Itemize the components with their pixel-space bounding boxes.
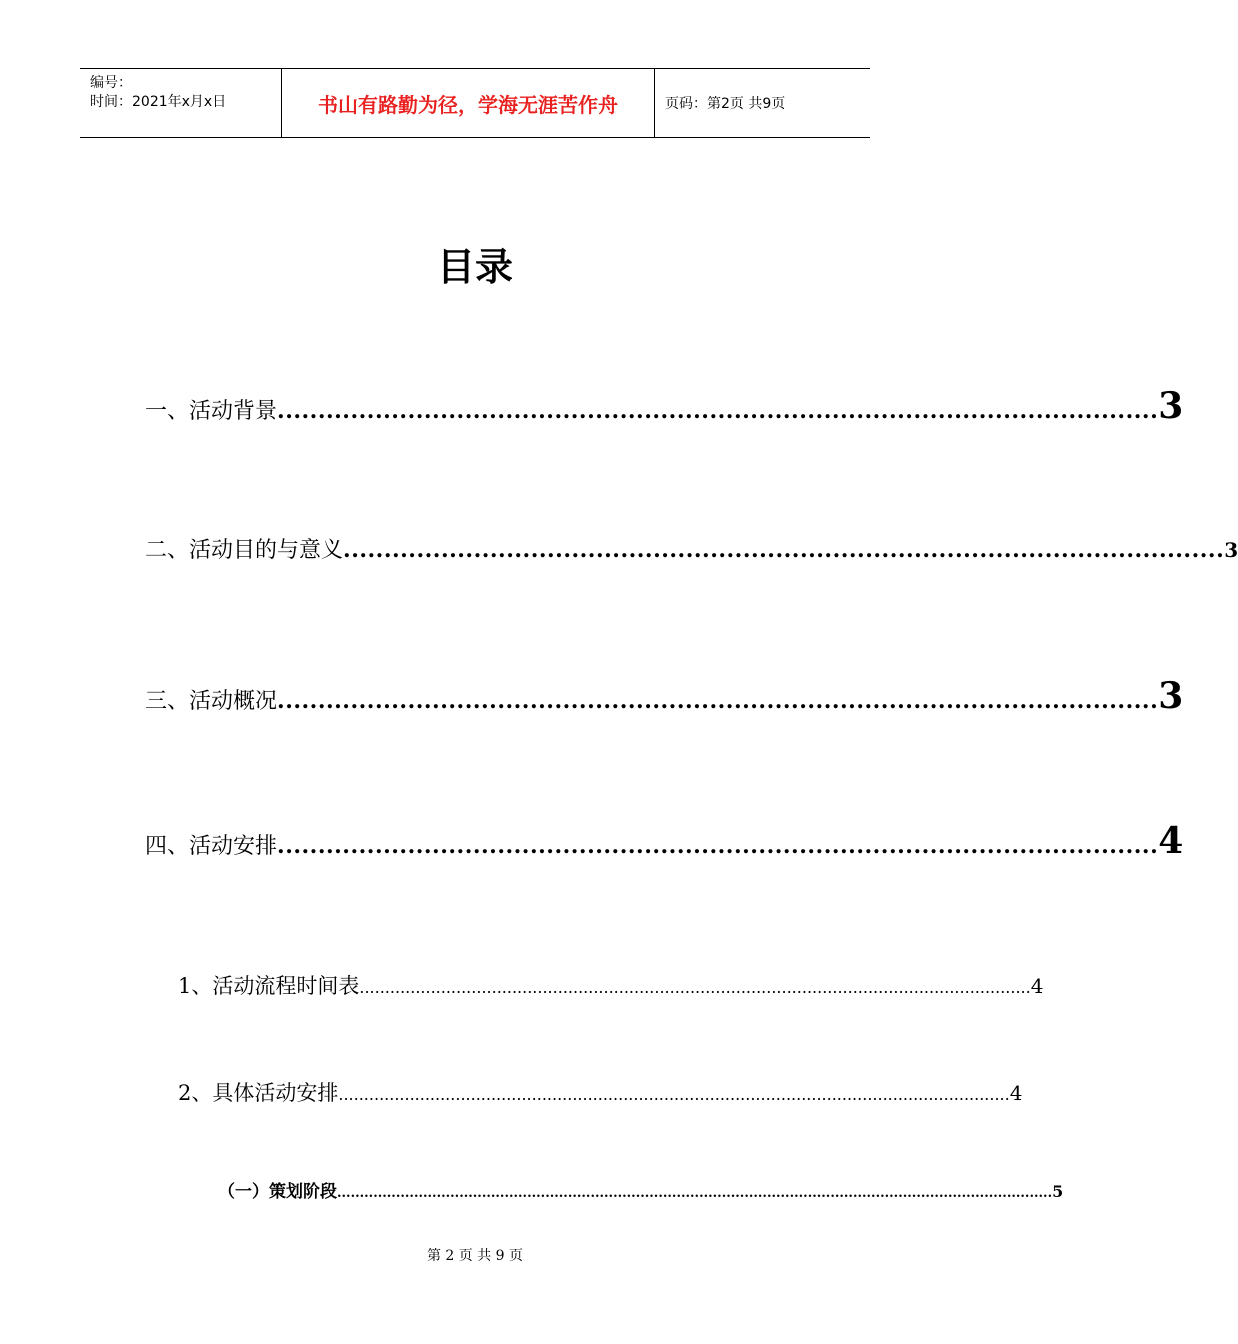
toc-entry-page: 5 (1052, 1182, 1064, 1201)
toc-entry-text: 活动背景 (189, 399, 278, 424)
header-meta-cell (80, 69, 282, 137)
toc-entry-number: 2、 (178, 1081, 213, 1105)
toc-entry-text: 具体活动安排 (212, 1081, 339, 1105)
toc-dot-leader: .................................................................................................................................... (359, 978, 1031, 997)
toc-dot-leader: ............................................................................................................ (277, 688, 1159, 714)
toc-dot-leader: ............................................................................................................ (277, 398, 1159, 424)
header-number-label: 编号： (90, 75, 132, 91)
toc-entry-page: 3 (1224, 538, 1238, 562)
toc-entry-4[interactable] (145, 820, 1184, 862)
toc-entry-page: 4 (1009, 1081, 1023, 1105)
toc-dot-leader: .................................................................................................................................... (338, 1085, 1010, 1104)
toc-entry-6[interactable] (178, 1077, 1023, 1107)
toc-entry-number: 四、 (145, 834, 190, 859)
header-motto: 书山有路勤为径，学海无涯苦作舟 (282, 69, 655, 137)
toc-entry-page: 4 (1030, 974, 1044, 998)
toc-dot-leader: .............................................................................................................................................................. (337, 1186, 1053, 1201)
toc-entry-page: 3 (1158, 675, 1184, 717)
page-footer: 第 2 页 共 9 页 (426, 1248, 524, 1264)
toc-entry-text: 活动概况 (189, 689, 278, 714)
header-page-info: 页码：第2页 共9页 (665, 96, 786, 112)
toc-dot-leader: ............................................................................................................ (277, 833, 1159, 859)
toc-entry-2[interactable] (145, 533, 1238, 564)
toc-entry-text: 活动目的与意义 (189, 538, 344, 563)
toc-entry-number: 二、 (145, 538, 190, 563)
toc-entry-number: 三、 (145, 689, 190, 714)
toc-entry-number: 1、 (178, 974, 213, 998)
toc-dot-leader: ............................................................................................................ (343, 537, 1225, 563)
page-title: 目录 (436, 245, 513, 289)
header-table (80, 68, 870, 138)
toc-entry-text: 活动安排 (189, 834, 278, 859)
toc-entry-1[interactable] (145, 385, 1184, 427)
toc-entry-page: 3 (1158, 385, 1184, 427)
toc-entry-text: 活动流程时间表 (212, 974, 360, 998)
header-time-label: 时间：2021年x月x日 (90, 94, 227, 110)
toc-entry-7[interactable] (218, 1177, 1064, 1202)
toc-entry-number: 一、 (145, 399, 190, 424)
toc-entry-page: 4 (1158, 820, 1184, 862)
toc-entry-text: （一）策划阶段 (218, 1182, 337, 1202)
toc-entry-3[interactable] (145, 675, 1184, 717)
toc-entry-5[interactable] (178, 970, 1044, 1000)
